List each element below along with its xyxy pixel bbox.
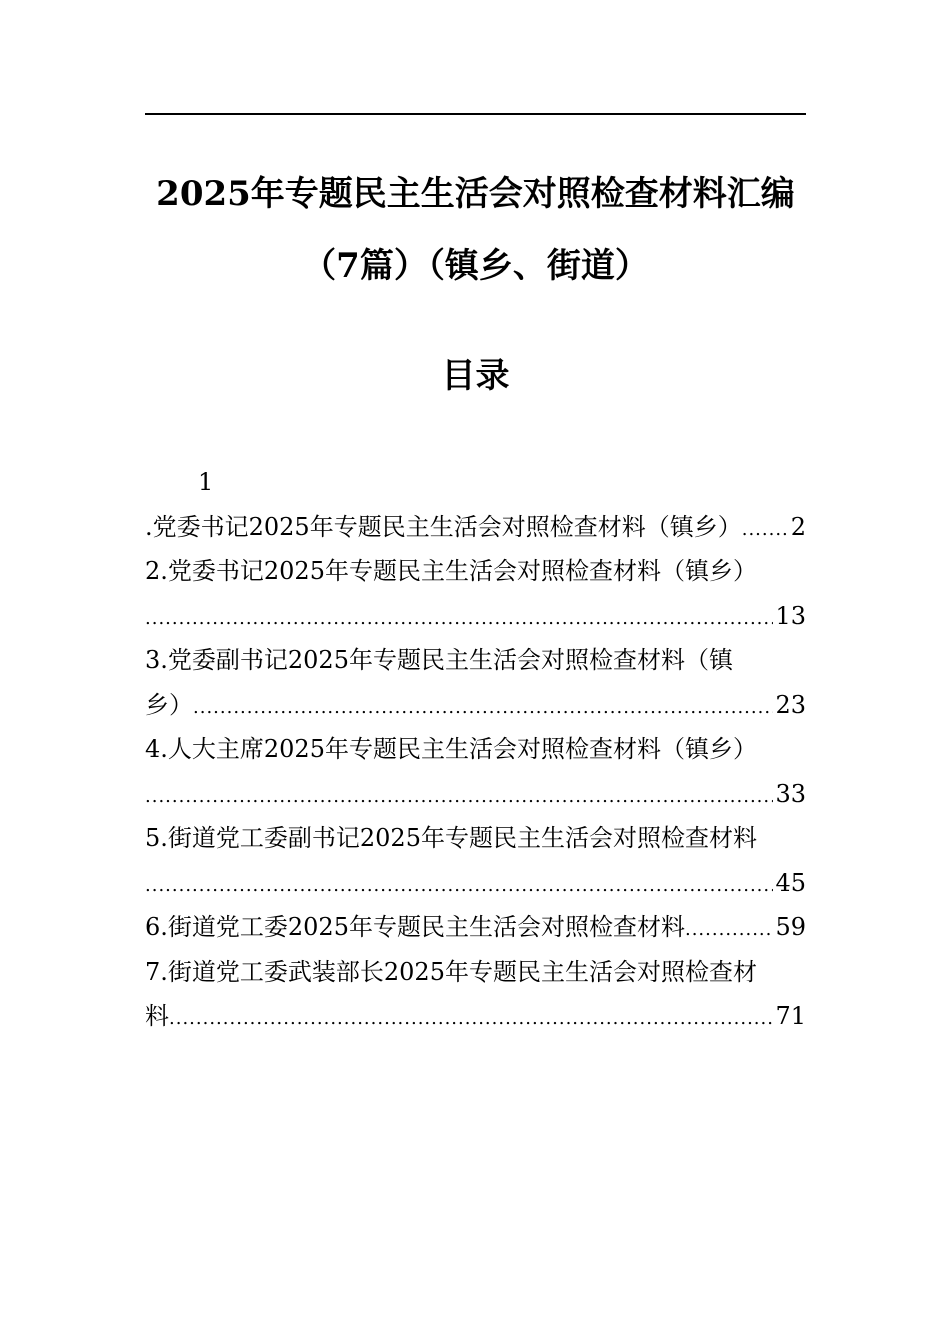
toc-entry-6-text: 6.街道党工委2025年专题民主生活会对照检查材料 xyxy=(145,913,685,941)
toc-leader-dots xyxy=(742,508,789,553)
toc-heading: 目录 xyxy=(441,356,510,396)
toc-entry-2-text: 2.党委书记2025年专题民主生活会对照检查材料（镇乡） xyxy=(145,557,757,585)
toc-entry-5[interactable] xyxy=(145,816,806,905)
toc-leader-dots xyxy=(145,597,773,642)
toc-entry-6-page: 59 xyxy=(775,913,806,941)
toc-entry-7-page: 71 xyxy=(775,1002,806,1030)
toc-entry-2-page: 13 xyxy=(775,601,806,630)
toc-entry-7-line xyxy=(145,994,806,1039)
toc-entry-5-line xyxy=(145,861,806,906)
toc-entry-4[interactable] xyxy=(145,727,806,816)
toc-leader-dots xyxy=(145,864,773,909)
toc-entry-2[interactable] xyxy=(145,549,806,638)
toc-entry-5-text: 5.街道党工委副书记2025年专题民主生活会对照检查材料 xyxy=(145,824,757,852)
toc-entry-6-line xyxy=(145,905,806,950)
toc-entry-3-text: 3.党委副书记2025年专题民主生活会对照检查材料（镇 xyxy=(145,646,733,674)
toc-entry-7[interactable] xyxy=(145,950,806,1039)
toc-entry-5-page: 45 xyxy=(775,868,806,897)
document-title-line2: （7篇）（镇乡、街道） xyxy=(302,246,649,286)
toc-entry-6[interactable] xyxy=(145,905,806,950)
toc-entry-4-text: 4.人大主席2025年专题民主生活会对照检查材料（镇乡） xyxy=(145,735,757,763)
toc-leader-dots xyxy=(193,686,773,731)
toc-entry-3-page: 23 xyxy=(775,690,806,719)
toc-leader-dots xyxy=(145,775,773,820)
toc-entry-3-line xyxy=(145,683,806,728)
toc-entry-1-number: 1 xyxy=(198,468,214,496)
toc-entry-7-text-cont: 料 xyxy=(145,1002,169,1030)
toc-entry-1[interactable] xyxy=(145,460,806,549)
top-rule xyxy=(145,113,806,115)
toc-entry-7-text: 7.街道党工委武装部长2025年专题民主生活会对照检查材 xyxy=(145,957,757,986)
toc-entry-2-line xyxy=(145,594,806,639)
toc-entry-1-page: 2 xyxy=(790,512,806,541)
table-of-contents xyxy=(145,460,806,1039)
toc-entry-4-line xyxy=(145,772,806,817)
toc-leader-dots xyxy=(169,997,773,1042)
toc-entry-1-line xyxy=(145,505,806,550)
toc-entry-1-text: .党委书记2025年专题民主生活会对照检查材料（镇乡） xyxy=(145,512,742,541)
document-title-line1: 2025年专题民主生活会对照检查材料汇编 xyxy=(156,174,795,214)
toc-entry-4-page: 33 xyxy=(775,779,806,808)
toc-entry-3-text-cont: 乡） xyxy=(145,690,193,719)
toc-entry-3[interactable] xyxy=(145,638,806,727)
toc-leader-dots xyxy=(685,908,773,953)
